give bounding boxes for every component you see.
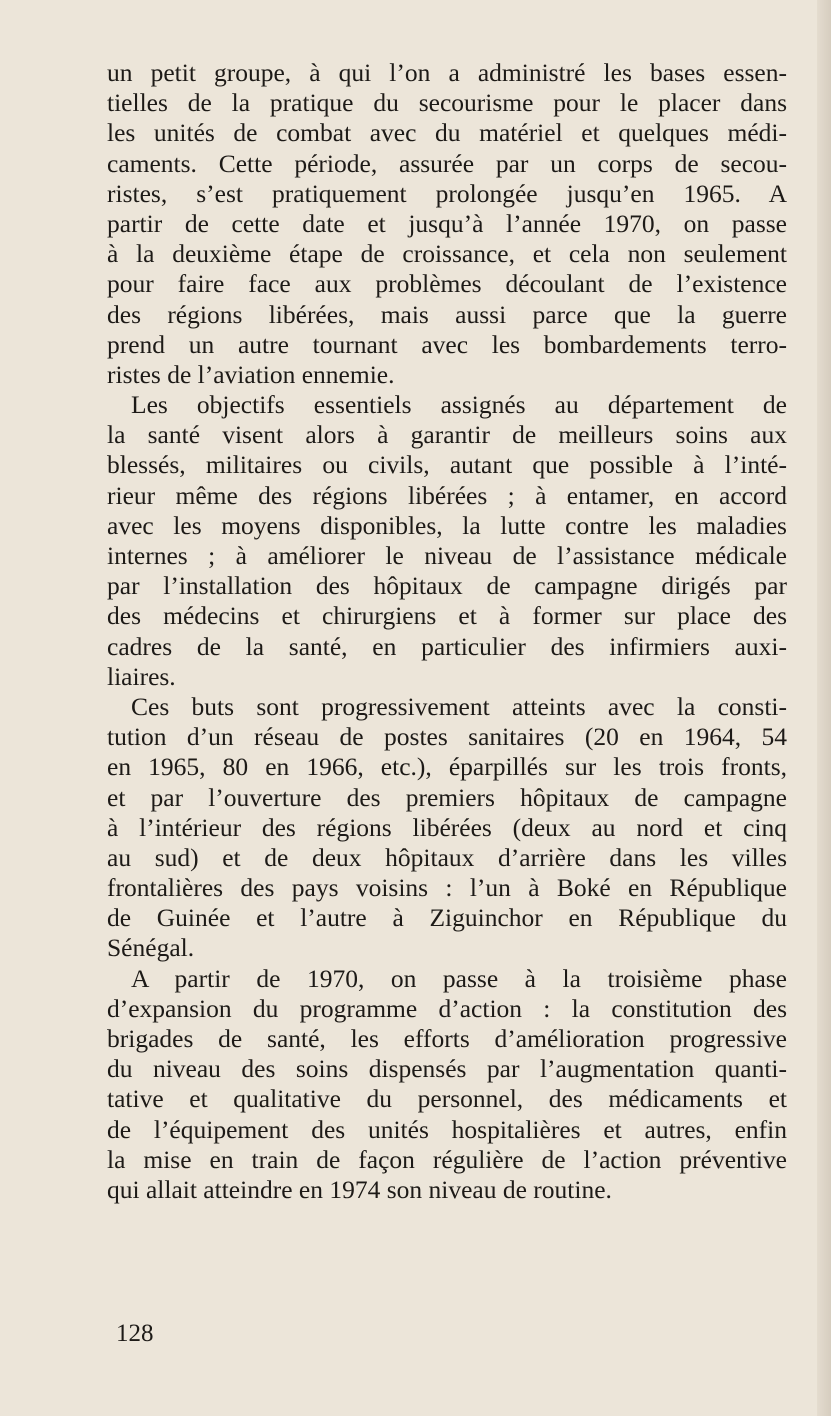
text-line: rieur même des régions libérées ; à entamer, en accord — [107, 480, 787, 510]
text-line: pour faire face aux problèmes découlant de l’existence — [107, 269, 787, 299]
paragraph — [107, 692, 787, 964]
text-line: la mise en train de façon régulière de l’action préventive — [107, 1144, 787, 1174]
text-line: liaires. — [107, 661, 176, 691]
text-line: des régions libérées, mais aussi parce que la guerre — [107, 299, 787, 329]
text-line: du niveau des soins dispensés par l’augmentation quanti- — [107, 1054, 787, 1084]
text-line: frontalières des pays voisins : l’un à Boké en République — [107, 873, 787, 903]
page-edge — [817, 0, 831, 1416]
text-line: cadres de la santé, en particulier des infirmiers auxi- — [107, 631, 787, 661]
text-line: Sénégal. — [107, 933, 195, 963]
text-line: prend un autre tournant avec les bombardements terro- — [107, 329, 787, 359]
text-line: partir de cette date et jusqu’à l’année 1970, on passe — [107, 208, 787, 238]
text-line: à l’intérieur des régions libérées (deux au nord et cinq — [107, 812, 787, 842]
page-number: 128 — [116, 1320, 154, 1347]
text-line: Les objectifs essentiels assignés au département de — [131, 390, 787, 420]
paragraph — [107, 58, 787, 390]
body-text — [107, 58, 787, 1205]
text-line: tielles de la pratique du secourisme pour le placer dans — [107, 88, 787, 118]
text-line: et par l’ouverture des premiers hôpitaux de campagne — [107, 782, 787, 812]
text-line: brigades de santé, les efforts d’amélioration progressive — [107, 1024, 787, 1053]
paragraph — [107, 390, 787, 692]
text-line: au sud) et de deux hôpitaux d’arrière dans les villes — [107, 842, 787, 872]
text-line: blessés, militaires ou civils, autant que possible à l’inté- — [107, 450, 787, 480]
text-line: de l’équipement des unités hospitalières et autres, enfin — [107, 1114, 787, 1144]
text-line: qui allait atteindre en 1974 son niveau de routine. — [107, 1174, 612, 1204]
text-line: en 1965, 80 en 1966, etc.), éparpillés sur les trois fronts, — [107, 752, 787, 782]
text-line: avec les moyens disponibles, la lutte contre les maladies — [107, 510, 787, 540]
text-line: Ces buts sont progressivement atteints avec la consti- — [131, 691, 787, 721]
text-line: les unités de combat avec du matériel et quelques médi- — [107, 118, 787, 148]
text-line: à la deuxième étape de croissance, et cela non seulement — [107, 239, 787, 269]
text-line: de Guinée et l’autre à Ziguinchor en République du — [107, 903, 787, 933]
text-line: des médecins et chirurgiens et à former sur place des — [107, 601, 787, 631]
text-line: caments. Cette période, assurée par un corps de secou- — [107, 148, 787, 178]
paragraph — [107, 964, 787, 1206]
text-line: A partir de 1970, on passe à la troisième phase — [131, 963, 787, 993]
text-line: par l’installation des hôpitaux de campagne dirigés par — [107, 571, 787, 601]
text-line: tative et qualitative du personnel, des médicaments et — [107, 1084, 787, 1114]
text-line: d’expansion du programme d’action : la constitution des — [107, 993, 787, 1023]
text-line: ristes de l’aviation ennemie. — [107, 359, 395, 389]
text-line: un petit groupe, à qui l’on a administré les bases essen- — [107, 58, 787, 87]
text-line: ristes, s’est pratiquement prolongée jusqu’en 1965. A — [107, 178, 787, 208]
text-line: internes ; à améliorer le niveau de l’assistance médicale — [107, 541, 787, 570]
text-line: tution d’un réseau de postes sanitaires (20 en 1964, 54 — [107, 722, 787, 752]
text-line: la santé visent alors à garantir de meilleurs soins aux — [107, 420, 787, 450]
